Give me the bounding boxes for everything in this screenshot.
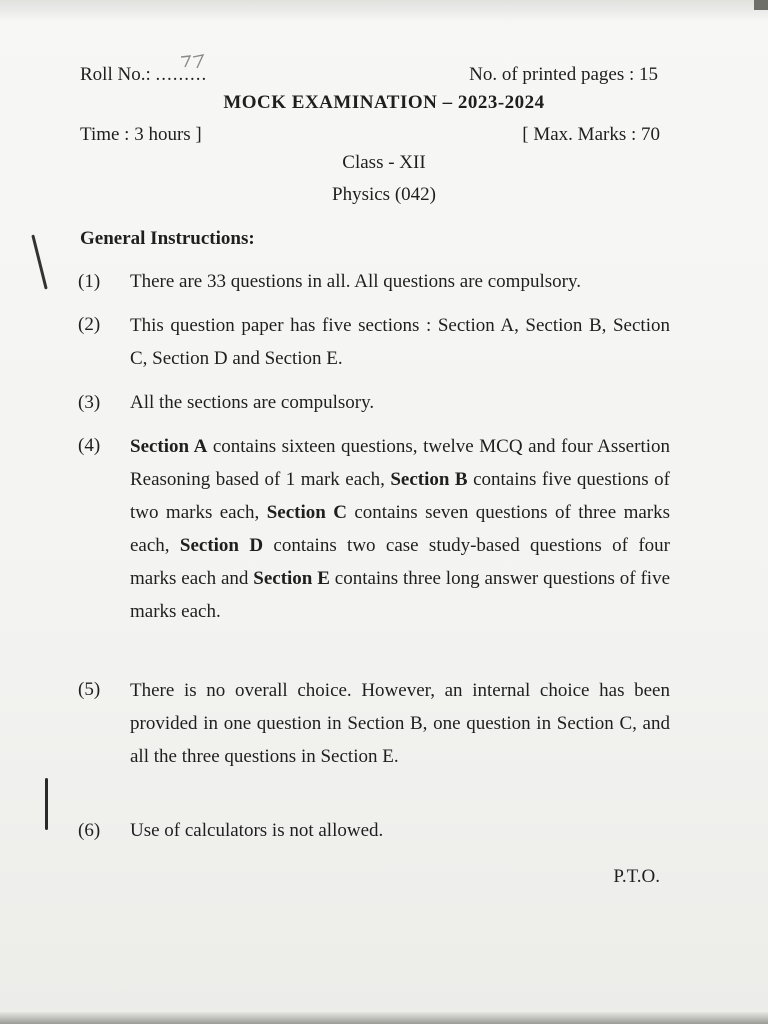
instruction-text	[130, 430, 670, 628]
handwritten-roll-number	[178, 52, 212, 70]
instruction-number: (5)	[78, 679, 101, 700]
corner-mark	[754, 0, 768, 10]
instruction-text-part: contains two case study-based questions of four marks each and	[130, 535, 670, 589]
instruction-number: (6)	[78, 820, 101, 841]
instruction-text-part: There are 33 questions in all. All questions are compulsory.	[130, 271, 581, 292]
exam-title: MOCK EXAMINATION – 2023-2024	[223, 92, 545, 113]
printed-pages-count: No. of printed pages : 15	[469, 64, 658, 85]
margin-pen-line	[45, 778, 48, 830]
instruction-text	[130, 309, 670, 375]
instruction-text-part: All the sections are compulsory.	[130, 392, 375, 413]
section-c-label: Section C	[266, 502, 347, 523]
margin-pen-stroke	[31, 234, 47, 289]
section-e-label: Section E	[253, 568, 330, 589]
instruction-text	[130, 674, 670, 773]
instruction-text-part: There is no overall choice. However, an internal choice has been provided in one question in Section B, one question in Section C, and all the three questions in Section E.	[130, 680, 670, 767]
instruction-text-part: contains five questions of two marks each,	[130, 469, 671, 523]
section-b-label: Section B	[390, 469, 468, 490]
page-bottom-edge	[0, 1012, 768, 1024]
roll-number-label: Roll No.:	[80, 64, 151, 85]
exam-time: Time : 3 hours ]	[80, 124, 202, 145]
please-turn-over: P.T.O.	[613, 866, 660, 887]
instructions-heading: General Instructions:	[80, 228, 255, 249]
section-a-label: Section A	[130, 436, 208, 457]
subject-label: Physics (042)	[332, 184, 436, 205]
instruction-text-part: contains three long answer questions of five marks each.	[130, 568, 670, 622]
instruction-text-part: contains seven questions of three marks each,	[130, 502, 671, 556]
max-marks: [ Max. Marks : 70	[522, 124, 660, 145]
instruction-text-part: contains sixteen questions, twelve MCQ and four Assertion Reasoning based of 1 mark each,	[130, 436, 670, 490]
instruction-number: (4)	[78, 435, 101, 456]
page-top-shadow	[0, 0, 768, 22]
instruction-number: (2)	[78, 314, 101, 335]
section-d-label: Section D	[179, 535, 264, 556]
instruction-text	[130, 392, 670, 414]
instruction-text	[130, 820, 670, 842]
class-label: Class - XII	[342, 152, 426, 173]
instruction-number: (1)	[78, 271, 101, 292]
instruction-text-part: Use of calculators is not allowed.	[130, 820, 384, 841]
instruction-number: (3)	[78, 392, 101, 413]
instruction-text-part: This question paper has five sections : Section A, Section B, Section C, Section D and Section E.	[130, 315, 670, 369]
roll-number-dots: .........	[155, 64, 208, 85]
instruction-text	[130, 271, 670, 293]
